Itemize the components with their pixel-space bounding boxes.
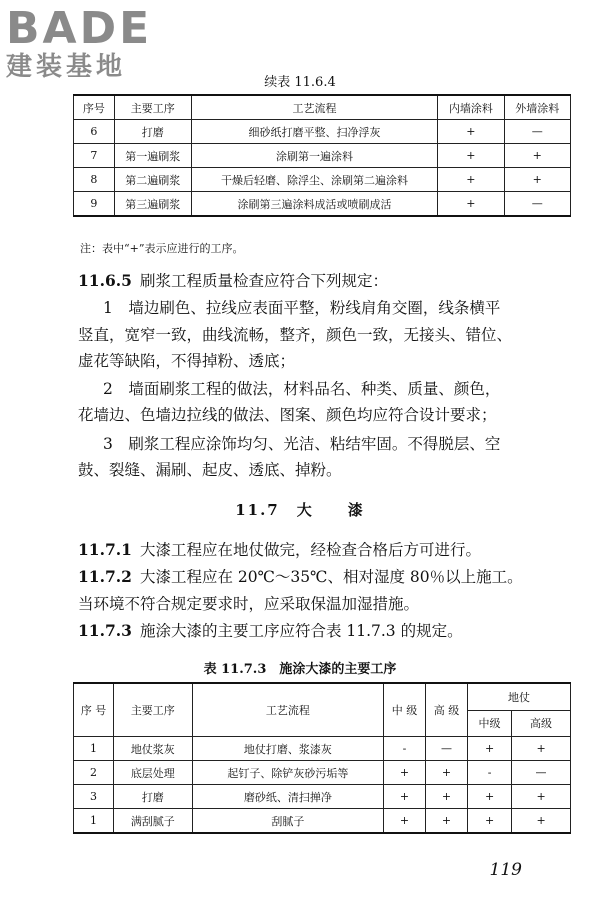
table-cell: 底层处理: [113, 761, 192, 785]
clause-11-6-5: [78, 271, 578, 291]
table-header-cell: 工艺流程: [191, 95, 437, 120]
table-header-cell: 序 号: [74, 683, 114, 737]
clause-number: 11.7.3: [78, 621, 132, 640]
table-cell: +: [512, 809, 571, 834]
table-header-cell: 高级: [512, 710, 571, 737]
table-cell: 第二遍刷浆: [114, 168, 191, 192]
table-cell: 刮腻子: [192, 809, 383, 834]
table-cell: +: [512, 737, 571, 761]
table-cell: +: [438, 144, 504, 168]
table-cell: +: [383, 809, 425, 834]
table-cell: 8: [74, 168, 115, 192]
table-cell: +: [438, 192, 504, 217]
table-row: [74, 168, 571, 192]
table-row: [74, 737, 571, 761]
table-cell: 第一遍刷浆: [114, 144, 191, 168]
table-cell: +: [512, 785, 571, 809]
table-cell: —: [425, 737, 467, 761]
table-header-cell: 主要工序: [114, 95, 191, 120]
table2-caption: 表 11.7.3 施涂大漆的主要工序: [203, 662, 397, 677]
logo-subtitle: 建装基地: [6, 52, 127, 82]
table-cell: +: [425, 761, 467, 785]
table-cell: 满刮腻子: [113, 809, 192, 834]
table-cell: +: [383, 785, 425, 809]
table-cell: 磨砂纸、清扫掸净: [192, 785, 383, 809]
table-cell: 细砂纸打磨平整、扫净浮灰: [191, 120, 437, 144]
paragraph-line: 2 墙面刷浆工程的做法，材料品名、种类、质量、颜色，: [103, 380, 501, 398]
table-cell: 1: [74, 737, 114, 761]
clause-11-7-3: [78, 621, 578, 641]
table-row: [74, 144, 571, 168]
section-title-text: 大 漆: [296, 501, 365, 519]
table-cell: —: [512, 761, 571, 785]
clause-text: 大漆工程应在 20℃～35℃、相对湿度 80％以上施工。: [139, 568, 523, 586]
table-cell: +: [467, 785, 511, 809]
paragraph-line: 3 刷浆工程应涂饰均匀、光洁、粘结牢固。不得脱层、空: [103, 435, 501, 453]
table-cell: +: [425, 785, 467, 809]
clause-number: 11.7.1: [78, 540, 132, 559]
logo-wordmark: BADE: [6, 3, 153, 54]
table-cell: 打磨: [113, 785, 192, 809]
table1: [73, 94, 571, 217]
section-heading: [0, 499, 600, 520]
table-cell: 1: [74, 809, 114, 834]
table-header-cell: 高 级: [425, 683, 467, 737]
table1-note: 注：表中“+”表示应进行的工序。: [80, 242, 244, 255]
paragraph-line: 花墙边、色墙边拉线的做法、图案、颜色均应符合设计要求；: [78, 406, 497, 424]
table-cell: 干燥后轻磨、除浮尘、涂刷第二遍涂料: [191, 168, 437, 192]
table-cell: +: [467, 737, 511, 761]
table-row: [74, 809, 571, 834]
table-cell: +: [467, 809, 511, 834]
table1-header-row: [74, 95, 571, 120]
clause-number: 11.7.2: [78, 567, 132, 586]
table-cell: 打磨: [114, 120, 191, 144]
table-header-cell: 外墙涂料: [504, 95, 570, 120]
clause-text: 施涂大漆的主要工序应符合表 11.7.3 的规定。: [139, 622, 463, 640]
table-header-cell: 地仗: [467, 683, 570, 710]
table-header-cell: 内墙涂料: [438, 95, 504, 120]
table-cell: 涂刷第三遍涂料成活或喷刷成活: [191, 192, 437, 217]
table-cell: 7: [74, 144, 115, 168]
paragraph-line: 鼓、裂缝、漏刷、起皮、透底、掉粉。: [78, 461, 342, 479]
table-row: [74, 761, 571, 785]
table-header-cell: 中 级: [383, 683, 425, 737]
table-cell: 起钉子、除铲灰砂污垢等: [192, 761, 383, 785]
table-cell: 9: [74, 192, 115, 217]
clause-11-7-1: [78, 540, 578, 560]
table-cell: 涂刷第一遍涂料: [191, 144, 437, 168]
paragraph-line: 当环境不符合规定要求时，应采取保温加湿措施。: [78, 595, 420, 613]
table-cell: +: [425, 809, 467, 834]
table-cell: 6: [74, 120, 115, 144]
table-cell: -: [383, 737, 425, 761]
table2: [73, 682, 571, 834]
table-cell: 2: [74, 761, 114, 785]
clause-text: 大漆工程应在地仗做完，经检查合格后方可进行。: [139, 541, 481, 559]
table-cell: +: [438, 120, 504, 144]
table-cell: 第三遍刷浆: [114, 192, 191, 217]
paragraph-line: 虚花等缺陷，不得掉粉、透底；: [78, 352, 296, 370]
table-row: [74, 120, 571, 144]
table-cell: 地仗浆灰: [113, 737, 192, 761]
table-cell: 3: [74, 785, 114, 809]
table-cell: +: [504, 144, 570, 168]
table-header-cell: 序号: [74, 95, 115, 120]
table-row: [74, 192, 571, 217]
section-number: 11.7: [235, 501, 280, 519]
table-header-cell: 工艺流程: [192, 683, 383, 737]
clause-number: 11.6.5: [78, 271, 132, 290]
paragraph-line: 1 墙边刷色、拉线应表面平整，粉线肩角交圈，线条横平: [103, 299, 501, 317]
paragraph-line: 竖直，宽窄一致，曲线流畅，整齐，颜色一致，无接头、错位、: [78, 326, 513, 344]
table1-caption: 续表 11.6.4: [264, 75, 336, 90]
clause-text: 刷浆工程质量检查应符合下列规定：: [139, 272, 388, 290]
page-number: 119: [489, 860, 522, 880]
clause-11-7-2: [78, 567, 578, 587]
table2-header-row: [74, 683, 571, 710]
table-cell: +: [438, 168, 504, 192]
table-header-cell: 主要工序: [113, 683, 192, 737]
table-cell: —: [504, 120, 570, 144]
table-row: [74, 785, 571, 809]
table-cell: +: [383, 761, 425, 785]
table-cell: —: [504, 192, 570, 217]
table-cell: +: [504, 168, 570, 192]
table-cell: -: [467, 761, 511, 785]
table-cell: 地仗打磨、浆漆灰: [192, 737, 383, 761]
table-header-cell: 中级: [467, 710, 511, 737]
